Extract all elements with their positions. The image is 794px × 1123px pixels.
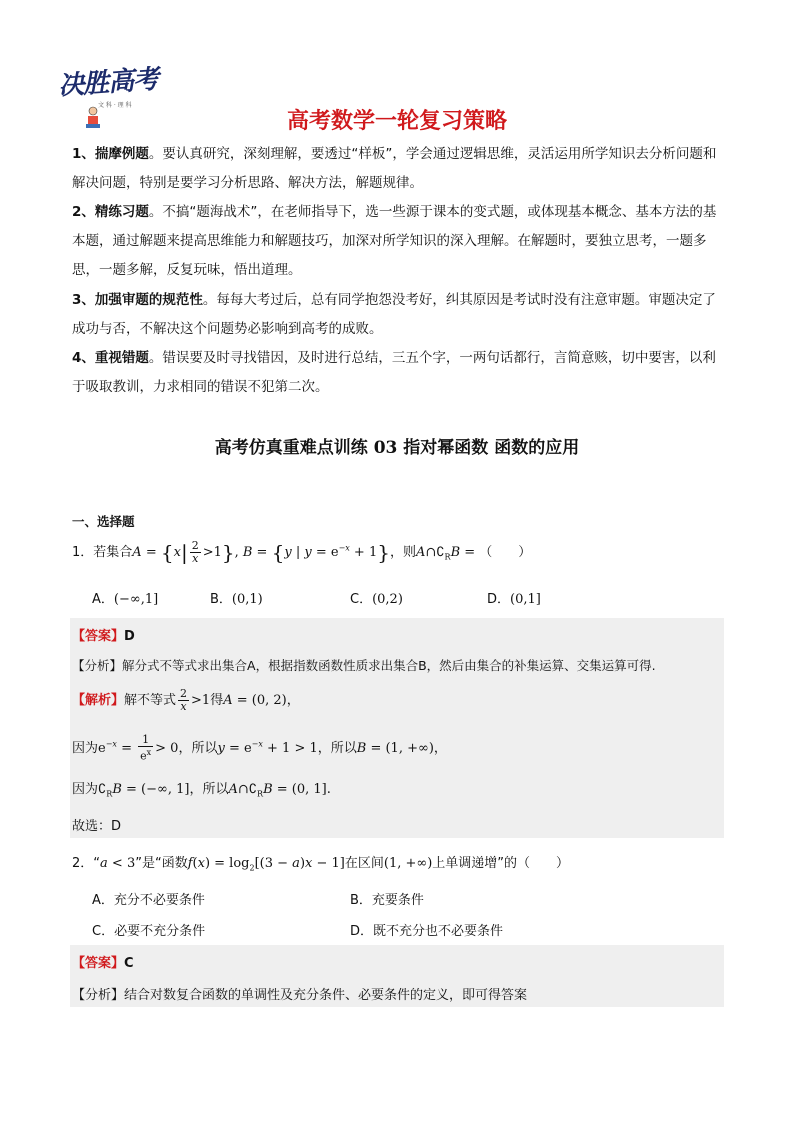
- q1-sol2-pre: 因为: [72, 740, 99, 756]
- q1-option-a-value: (−∞,1]: [113, 592, 159, 607]
- q2-analysis: [72, 984, 527, 1003]
- q1-answer-value: D: [124, 629, 135, 644]
- q1-analysis: [72, 656, 656, 674]
- q1-option-d-value: (0,1]: [510, 592, 541, 607]
- q1-analysis-tag: 【分析】: [72, 658, 123, 673]
- q1-stem-post: （ ）: [479, 545, 532, 560]
- q1-option-c-value: (0,2): [372, 592, 403, 607]
- q2-option-c-label: C．: [92, 924, 115, 939]
- q2-option-a-label: A．: [92, 893, 114, 908]
- q1-sol3-pre: 因为: [72, 782, 99, 797]
- part-heading: 一、选择题: [72, 514, 135, 529]
- tip-1-body: 。要认真研究，深刻理解，要透过“样板”，学会通过逻辑思维，灵活运用所学知识去分析问题和解决问题，特别是要学习分析思路、解决方法，解题规律。: [72, 146, 717, 191]
- page-title: 高考数学一轮复习策略: [286, 109, 507, 134]
- q2-option-b-value: 充要条件: [371, 893, 424, 908]
- q2-option-d[interactable]: [350, 920, 503, 939]
- q2-option-b[interactable]: [350, 889, 424, 908]
- tip-2-head: 2、精练习题: [72, 204, 149, 220]
- q1-sol3-mid: ，所以: [189, 782, 229, 797]
- q2-option-d-label: D．: [350, 924, 374, 939]
- q1-option-b-value: (0,1): [231, 592, 263, 607]
- tip-1: [72, 140, 724, 198]
- q1-sol1-post: 得: [210, 693, 224, 708]
- tip-2-body: 。不搞“题海战术”，在老师指导下，选一些源于课本的变式题，或体现基本概念、基本方法的基本题，通过解题来提高思维能力和解题技巧，加深对所学知识的深入理解。在解题时，要独立思考，一题多思，一题多解，反复玩味，悟出道理。: [72, 204, 717, 278]
- q1-option-d[interactable]: [487, 588, 541, 607]
- q1-answer-tag: 【答案】: [72, 629, 125, 644]
- q2-answer: [72, 952, 134, 971]
- q2-analysis-tag: 【分析】: [72, 988, 125, 1003]
- q2-answer-tag: 【答案】: [72, 956, 125, 971]
- section-title: 高考仿真重难点训练 03 指对幂函数 函数的应用: [214, 438, 580, 458]
- q2-option-a-value: 充分不必要条件: [113, 893, 205, 908]
- q1-option-a-label: A．: [92, 592, 114, 607]
- q1-solution-line1: 【解析】解不等式 $\frac{2}{x}$ >1得A = (0, 2)，: [72, 687, 300, 713]
- logo-text: 决胜高考: [57, 64, 160, 102]
- q1-solution-line2: 因为$e^{-x}$ = $\frac{1}{e^x}$ > 0，所以$y = e^{-x} + 1 > 1$，所以B = (1, +∞)，: [72, 733, 447, 763]
- tip-3: [72, 286, 724, 344]
- q2-option-b-label: B．: [350, 893, 372, 908]
- q1-option-b-label: B．: [210, 592, 232, 607]
- q2-option-c-value: 必要不充分条件: [114, 924, 206, 939]
- q2-analysis-text: 结合对数复合函数的单调性及充分条件、必要条件的定义，即可得答案: [124, 988, 528, 1003]
- q2-stem-a: “: [93, 856, 101, 871]
- q1-option-c-label: C．: [350, 592, 373, 607]
- q1-stem: 1．若集合A = {x| $\frac{2}{x}$ >1}, B = {y | $y = e^{-x} + 1$}，则$A\cap∁_RB$ = （ ）: [72, 539, 532, 565]
- q1-stem-mid: ，则: [389, 545, 416, 560]
- q2-option-d-value: 既不充分也不必要条件: [373, 924, 504, 939]
- q1-option-b[interactable]: [210, 588, 263, 607]
- tip-3-body: 。每每大考过后，总有同学抱怨没考好，纠其原因是考试时没有注意审题。审题决定了成功与否，不解决这个问题势必影响到高考的成败。: [72, 292, 716, 337]
- q2-option-a[interactable]: [92, 889, 205, 908]
- q1-sol2-mid2: ，所以: [317, 740, 357, 756]
- q1-conclusion: 故选：D: [72, 819, 122, 834]
- q1-option-a[interactable]: [92, 588, 158, 607]
- q1-option-d-label: D．: [487, 592, 511, 607]
- q1-solution-line3: 因为$∁_RB$ = (−∞, 1]，所以$A\cap∁_RB = (0$, 1].: [72, 782, 331, 799]
- q1-solution-tag: 【解析】: [72, 693, 125, 708]
- q1-number: 1．: [72, 545, 94, 560]
- tip-4-body: 。错误要及时寻找错因，及时进行总结，三五个字，一两句话都行，言简意赅，切中要害，以利于吸取教训，力求相同的错误不犯第二次。: [72, 350, 716, 395]
- q2-stem-c: 在区间: [344, 856, 384, 871]
- q2-stem-d: 上单调递增”的（ ）: [432, 856, 570, 871]
- q2-answer-value: C: [124, 956, 134, 971]
- q1-stem-pre: 若集合: [93, 545, 133, 560]
- q1-answer-panel: [70, 618, 724, 838]
- tip-4-head: 4、重视错题: [72, 350, 149, 366]
- q1-answer: [72, 625, 135, 644]
- q2-number: 2．: [72, 856, 94, 871]
- q1-sol1-pre: 解不等式: [124, 693, 177, 708]
- tip-3-head: 3、加强审题的规范性: [72, 292, 203, 308]
- tip-2: [72, 198, 724, 285]
- q1-analysis-text: 解分式不等式求出集合A，根据指数函数性质求出集合B，然后由集合的补集运算、交集运算可得.: [122, 658, 656, 673]
- q1-sol2-mid: ，所以: [178, 740, 218, 756]
- tip-4: [72, 344, 724, 402]
- logo-subtext: 文 科 · 理 科: [98, 102, 132, 109]
- tip-1-head: 1、揣摩例题: [72, 146, 149, 162]
- q2-stem-b: ”是“函数: [135, 856, 188, 871]
- q2-stem: 2．“a < 3”是“函数$f(x) = \log_2[(3 - a)x - 1]$在区间(1, +∞)上单调递增”的（ ）: [72, 856, 570, 873]
- q2-option-c[interactable]: [92, 920, 205, 939]
- q1-option-c[interactable]: [350, 588, 403, 607]
